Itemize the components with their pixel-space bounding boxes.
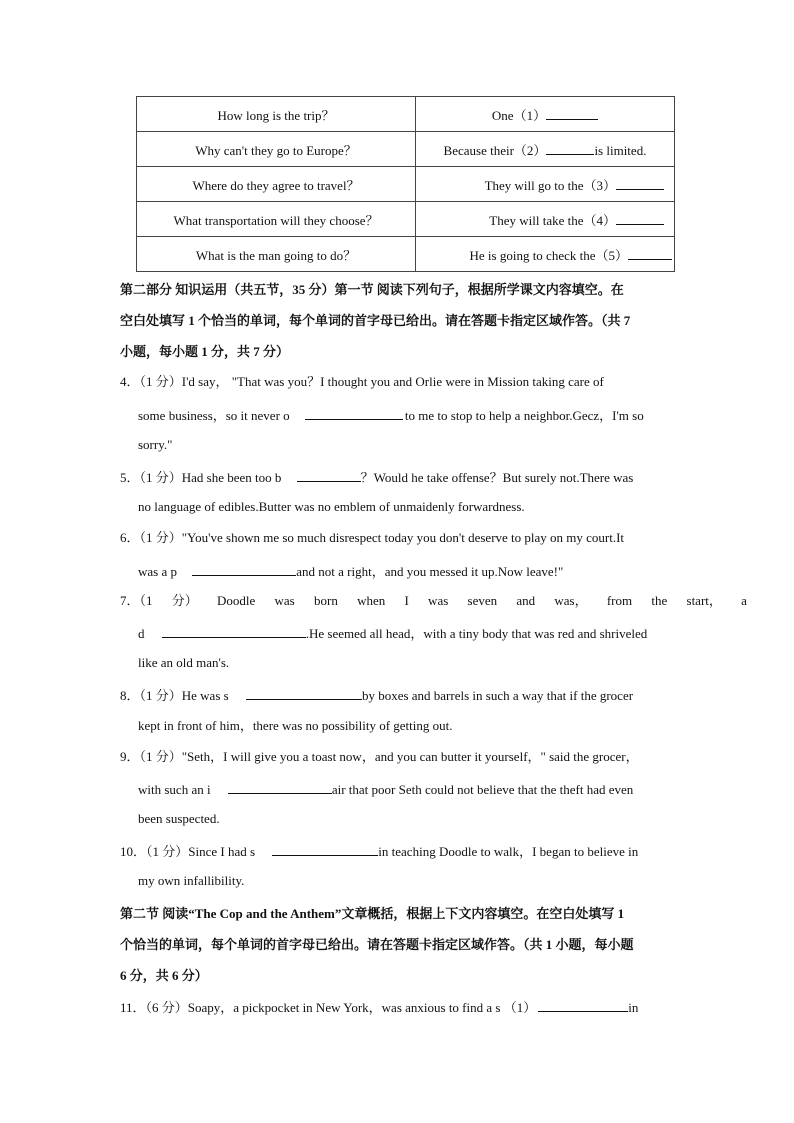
answer-blank[interactable] — [228, 780, 332, 794]
qa-table — [136, 96, 675, 272]
answer-blank[interactable] — [305, 406, 403, 420]
question-text: to me to stop to help a neighbor.Gecz，I'm so — [404, 408, 644, 423]
question-text: by boxes and barrels in such a way that if the grocer — [361, 688, 634, 703]
question-9-line-2 — [138, 780, 633, 798]
instruction-line: 第二部分 知识运用（共五节，35 分）第一节 阅读下列句子，根据所学课文内容填空。在 — [120, 282, 624, 297]
question-9-line-3: been suspected. — [138, 811, 220, 826]
question-text: d — [138, 626, 145, 641]
instruction-line: 个恰当的单词，每个单词的首字母已给出。请在答题卡指定区域作答。（共 1 小题，每小题 — [120, 937, 634, 952]
answer-blank[interactable] — [616, 211, 664, 225]
question-11-line-1 — [120, 998, 638, 1016]
question-7-line-1: 7．（1 分） Doodle was born when I was seven and was， from the start， a — [120, 593, 747, 608]
question-text: 11．（6 分）Soapy，a pickpocket in New York，was anxious to find a s （1） — [120, 1000, 537, 1015]
question-7-line-3: like an old man's. — [138, 655, 230, 670]
question-5-line-1 — [120, 468, 633, 486]
question-9-line-1: 9．（1 分）"Seth，I will give you a toast now，and you can butter it yourself，" said the grocer， — [120, 749, 639, 764]
question-text: with such an i — [138, 782, 211, 797]
table-answer — [416, 202, 675, 237]
table-question: Where do they agree to travel？ — [137, 167, 416, 202]
answer-text: They will take the（4） — [489, 212, 616, 228]
table-answer — [416, 97, 675, 132]
table-question: How long is the trip？ — [137, 97, 416, 132]
question-text: ？Would he take offense？But surely not.There was — [360, 470, 634, 485]
answer-blank[interactable] — [546, 141, 594, 155]
table-row — [137, 132, 675, 167]
table-answer — [416, 237, 675, 272]
question-text: was a p — [138, 564, 177, 579]
table-answer — [416, 167, 675, 202]
question-text: some business，so it never o — [138, 408, 290, 423]
answer-blank[interactable] — [272, 842, 378, 856]
question-6-line-2 — [138, 562, 563, 580]
instruction-line: 第二节 阅读“The Cop and the Anthem”文章概括，根据上下文内容填空。在空白处填写 1 — [120, 906, 625, 921]
question-text: .He seemed all head，with a tiny body that was red and shriveled — [305, 626, 648, 641]
question-6-line-1: 6．（1 分）"You've shown me so much disrespect today you don't deserve to play on my court.It — [120, 530, 625, 545]
question-text: 5．（1 分）Had she been too b — [120, 470, 282, 485]
table-question: Why can't they go to Europe？ — [137, 132, 416, 167]
question-text: in teaching Doodle to walk，I began to believe in — [378, 844, 639, 859]
question-text: in — [628, 1000, 639, 1015]
question-8-line-1 — [120, 686, 633, 704]
answer-text-after: is limited. — [594, 142, 647, 158]
instruction-line: 小题，每小题 1 分，共 7 分） — [120, 344, 290, 359]
answer-blank[interactable] — [628, 246, 672, 260]
section-3-instructions — [120, 898, 680, 991]
answer-blank[interactable] — [246, 686, 362, 700]
table-answer — [416, 132, 675, 167]
answer-blank[interactable] — [538, 998, 628, 1012]
answer-blank[interactable] — [616, 176, 664, 190]
table-question: What transportation will they choose？ — [137, 202, 416, 237]
question-10-line-2: my own infallibility. — [138, 873, 245, 888]
question-4-line-3: sorry." — [138, 437, 173, 452]
answer-text: Because their（2） — [443, 142, 547, 158]
question-8-line-2: kept in front of him，there was no possibility of getting out. — [138, 718, 453, 733]
question-10-line-1 — [120, 842, 638, 860]
table-row — [137, 237, 675, 272]
answer-blank[interactable] — [192, 562, 296, 576]
instruction-line: 6 分，共 6 分） — [120, 968, 208, 983]
instruction-line: 空白处填写 1 个恰当的单词，每个单词的首字母已给出。请在答题卡指定区域作答。（共 7 — [120, 313, 631, 328]
question-5-line-2: no language of edibles.Butter was no emblem of unmaidenly forwardness. — [138, 499, 525, 514]
table-question: What is the man going to do？ — [137, 237, 416, 272]
answer-text: One（1） — [491, 107, 547, 123]
question-4-line-1: 4．（1 分）I'd say， "That was you？I thought you and Orlie were in Mission taking care of — [120, 374, 604, 389]
question-7-line-2 — [138, 624, 647, 642]
table-row — [137, 97, 675, 132]
question-4-line-2 — [138, 406, 644, 424]
question-text: 10．（1 分）Since I had s — [120, 844, 256, 859]
table-row — [137, 202, 675, 237]
question-text: and not a right，and you messed it up.Now leave!" — [296, 564, 564, 579]
answer-blank[interactable] — [546, 106, 598, 120]
question-text: air that poor Seth could not believe that the theft had even — [331, 782, 634, 797]
question-text: 8．（1 分）He was s — [120, 688, 229, 703]
answer-blank[interactable] — [162, 624, 306, 638]
section-2-instructions — [120, 274, 680, 367]
answer-text: They will go to the（3） — [484, 177, 616, 193]
answer-text: He is going to check the（5） — [469, 247, 628, 263]
table-row — [137, 167, 675, 202]
answer-blank[interactable] — [297, 468, 361, 482]
